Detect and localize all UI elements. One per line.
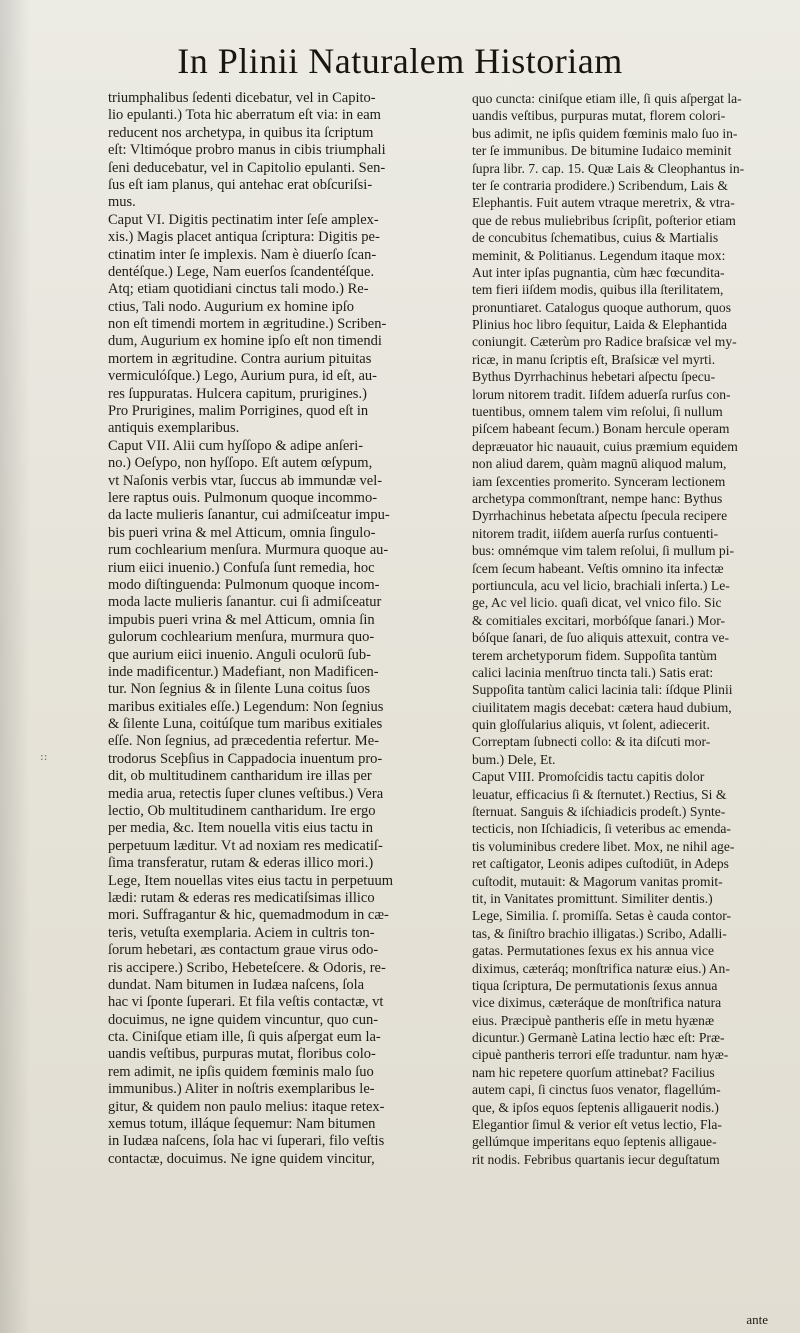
text-line: calici lacinia menſtruo tincta tali.) Satis erat: [472, 664, 714, 680]
text-line: depræuator hic nauauit, cuius præmium equidem [472, 438, 738, 454]
text-line: ge, Ac vel licio. quaſi dicat, vel vnico filo. Sic [472, 595, 722, 611]
text-line: bus adimit, ne ipſis quidem fœminis malo ſuo in- [472, 125, 738, 141]
text-line: nam hic repetere quorſum attinebat? Facilius [472, 1064, 715, 1080]
text-line: Plinius hoc libro ſequitur, Laida & Elephantida [472, 317, 728, 333]
text-line: pronuntiaret. Catalogus quoque authorum, quos [472, 299, 731, 315]
text-line: eius. Præcipuè pantheris eſſe in metu hyænæ [472, 1012, 715, 1028]
text-line: tit, in Vanitates promittunt. Similiter dentis.) [472, 890, 713, 906]
text-line: Bythus Dyrrhachinus hebetari aſpectu ſpecu- [472, 369, 716, 385]
text-line: lio epulanti.) Tota hic aberratum eſt via: in eam [108, 107, 381, 124]
text-line: impubis pueri vrina & mel Atticum, omnia ſin [108, 611, 375, 628]
text-line: Caput VII. Alii cum hyſſopo & adipe anſeri- [108, 437, 364, 454]
text-line: modo diſtinguenda: Pulmonum quoque incom- [108, 576, 380, 593]
text-line: cuſtodit, mutauit: & Magorum vanitas promit- [472, 873, 723, 889]
text-line: archetypa commonſtrant, nempe hanc: Bythus [472, 490, 723, 506]
text-line: media arua, retectis ſuper clunes veſtibus.) Vera [108, 785, 384, 802]
text-line: bus: omnémque vim talem reſolui, ſi mullum pi- [472, 543, 735, 559]
text-line: quin gloſſularius aliquis, vt ſolent, adiecerit. [472, 717, 710, 733]
text-line: ſternuat. Sanguis & iſchiadicis prodeſt.) Synte- [472, 804, 726, 820]
text-line: bum.) Dele, Et. [472, 751, 556, 767]
text-line: Correptam ſubnecti collo: & ita diſcuti mor- [472, 734, 711, 750]
text-line: lorum nitorem tradit. Iiſdem aduerſa rurſus con- [472, 386, 731, 402]
text-line: & ſilente Luna, coitúſque tum maribus exitiales [108, 716, 383, 733]
text-line: hac vi ſponte ſuperari. Et fila veſtis contactæ, vt [108, 994, 384, 1011]
text-line: cipuè pantheris terrori eſſe traduntur. nam hyæ- [472, 1047, 729, 1063]
text-line: dicuntur.) Germanè Latina lectio hæc eſt: Præ- [472, 1030, 725, 1046]
text-line: gellúmque imperitans equo ſeptenis alligaue- [472, 1134, 717, 1150]
text-line: rum cochlearium menſura. Murmura quoque au- [108, 542, 389, 559]
text-line: vice diximus, cæteráque de monſtrifica natura [472, 995, 722, 1011]
text-line: portiuncula, acu vel licio, brachiali inſerta.) Le- [472, 577, 730, 593]
text-line: mus. [108, 194, 136, 211]
page-gutter-shadow [0, 0, 30, 1333]
text-line: que de rebus muliebribus ſcripſit, poſterior etiam [472, 212, 736, 228]
text-line: immunibus.) Aliter in noſtris exemplaribus le- [108, 1081, 375, 1098]
text-line: leuatur, efficacius ſi & ſternutet.) Rectius, Si & [472, 786, 727, 802]
text-line: da lacte mulieris ſanantur, cui admiſceatur impu- [108, 507, 390, 524]
text-line: res ſuppuratas. Hulcera capitum, prurigines.) [108, 385, 367, 402]
text-line: & comitiales excitari, morbóſque ſanari.) Mor- [472, 612, 726, 628]
text-line: ſorum hebetari, æs contactum graue virus odo- [108, 942, 379, 959]
text-line: meminit, & Politianus. Legendum itaque mox: [472, 247, 726, 263]
text-line: piſcem habeant ſecum.) Bonam hercule operam [472, 421, 730, 437]
text-line: Caput VI. Digitis pectinatim inter ſeſe amplex- [108, 211, 379, 228]
text-line: rit nodis. Febribus quartanis iecur deguſtatum [472, 1151, 720, 1167]
text-line: vermiculóſque.) Lego, Aurium pura, id eſt, au- [108, 368, 377, 385]
text-line: maribus exitiales eſſe.) Legendum: Non ſegnius [108, 698, 384, 715]
text-line: rem adimit, ne ipſis quidem fœminis malo ſuo [108, 1063, 374, 1080]
text-line: teris, vetuſta exemplaria. Aciem in cultris ton- [108, 924, 375, 941]
left-text-column [108, 90, 448, 1168]
text-line: tas, & ſiniſtro brachio illigatas.) Scribo, Adalli- [472, 925, 727, 941]
text-line: non eſt timendi mortem in ægritudine.) Scriben- [108, 316, 387, 333]
text-line: ter ſe immunibus. De bitumine Iudaico meminit [472, 143, 732, 159]
text-line: eſſe. Non ſegnius, ad præcedentia refertur. Me- [108, 733, 379, 750]
text-line: de concubitus ſchematibus, cuius & Martialis [472, 230, 719, 246]
text-line: mori. Suffragantur & hic, quemadmodum in cæ- [108, 907, 389, 924]
text-line: xemus totum, illáque ſequemur: Nam bitumen [108, 1116, 376, 1133]
text-line: diximus, cæteráq; monſtrifica naturæ eius.) An- [472, 960, 730, 976]
text-line: dentéſque.) Lege, Nam euerſos ſcandentéſque. [108, 263, 375, 280]
text-line: mortem in ægritudine. Contra aurium pituitas [108, 350, 372, 367]
text-line: ctinatim inter ſe implexis. Nam è diuerſo ſcan- [108, 246, 377, 263]
text-line: xis.) Magis placet antiqua ſcriptura: Digitis pe- [108, 229, 380, 246]
text-line: moda lacte mulieris ſanantur. cui ſi admiſceatur [108, 594, 382, 611]
right-text-column [472, 90, 782, 1168]
text-line: gatas. Permutationes ſexus ex his annua vice [472, 943, 714, 959]
text-line: Dyrrhachinus hebetata aſpectu ſpecula recipere [472, 508, 728, 524]
text-line: Aut inter ipſas pugnantia, cùm hæc fœcundita- [472, 264, 725, 280]
text-line: rium eiici inuenio.) Confuſa ſunt remedia, hoc [108, 559, 375, 576]
text-line: eſt: Vltimóque probro manus in cibis triumphali [108, 142, 386, 159]
text-line: in Iudæa naſcens, ſola hac vi ſuperari, filo veſtis [108, 1133, 385, 1150]
text-line: ſcem ſecum habeant. Veſtis omnino ita infectæ [472, 560, 724, 576]
catchword: ante [746, 1312, 768, 1327]
text-line: Suppoſita tantùm calici lacinia tali: íſdque Plinii [472, 682, 733, 698]
text-line: Lege, Similia. ſ. promiſſa. Setas è cauda contor- [472, 908, 732, 924]
text-line: ter ſe contraria prodidere.) Scribendum, Lais & [472, 177, 728, 193]
text-line: Atq; etiam quotidiani cinctus tali modo.) Re- [108, 281, 369, 298]
text-line: gitur, & quidem non paulo melius: itaque retex- [108, 1098, 385, 1115]
text-line: dum, Augurium ex homine ipſo eſt non timendi [108, 333, 382, 350]
text-line: per media, &c. Item nouella vitis eius tactu in [108, 820, 373, 837]
text-line: ſus eſt iam planus, qui antehac erat obſcuriſsi- [108, 176, 373, 193]
text-line: ctius, Tali nodo. Augurium ex homine ipſo [108, 298, 355, 315]
text-line: bis pueri vrina & mel Atticum, omnia ſingulo- [108, 524, 376, 541]
text-line: ſeni deducebatur, vel in Capitolio epulanti. Sen- [108, 159, 386, 176]
text-line: triumphalibus ſedenti dicebatur, vel in Capito- [108, 90, 376, 106]
text-line: tecticis, non Iſchiadicis, ſi veteribus ac emenda- [472, 821, 731, 837]
text-line: lectio, Ob multitudinem cantharidum. Ire ergo [108, 803, 376, 820]
text-line: vt Naſonis verbis vtar, ſuccus ab immundæ vel- [108, 472, 383, 489]
text-line: nitorem tradit, iiſdem auerſa rurſus contuenti- [472, 525, 719, 541]
text-line: dit, ob multitudinem cantharidum ire illas per [108, 768, 372, 785]
text-line: reducent nos archetypa, in quibus ita ſcriptum [108, 124, 374, 141]
text-line: iam ſexcenties promerito. Synceram lectionem [472, 473, 726, 489]
text-line: Elephantis. Fuit autem vtraque meretrix, & vtra- [472, 195, 735, 211]
text-line: gulorum cochlearium menſura, murmura quo- [108, 629, 375, 646]
text-line: antiquis exemplaribus. [108, 420, 240, 437]
text-line: cta. Ciniſque etiam ille, ſi quis aſpergat eum la- [108, 1029, 381, 1046]
text-line: Caput VIII. Promoſcidis tactu capitis dolor [472, 769, 705, 785]
text-line: que aurium eiici inuenio. Anguli oculorū ſub- [108, 646, 371, 663]
text-line: uandis veſtibus, purpuras mutat, floribus colo- [108, 1046, 376, 1063]
text-line: tiqua ſcriptura, De permutationis ſexus annua [472, 977, 718, 993]
text-line: ſupra libr. 7. cap. 15. Quæ Lais & Cleophantus in- [472, 160, 745, 176]
text-line: dundat. Nam bitumen in Iudæa naſcens, ſola [108, 976, 365, 993]
text-line: Pro Prurigines, malim Porrigines, quod eſt in [108, 403, 369, 420]
text-line: ricæ, in manu ſcriptis eſt, Braſsicæ vel myrti. [472, 351, 716, 367]
text-line: que, & ipſos equos ſeptenis alligauerit nodis.) [472, 1099, 719, 1115]
text-line: quo cuncta: ciniſque etiam ille, ſi quis aſpergat la- [472, 91, 742, 106]
text-line: lere raptus ouis. Pulmonum quoque incommo- [108, 489, 378, 506]
running-head: In Plinii Naturalem Historiam [177, 41, 623, 81]
text-line: perpetuum læditur. Vt ad noxiam res medicatiſ- [108, 837, 383, 854]
text-line: tis voluminibus credere libet. Mox, ne nihil age- [472, 838, 735, 854]
text-line: autem capi, ſi cinctus ſuos venator, flagellúm- [472, 1082, 721, 1098]
text-line: ſima transferatur, rutam & ederas illico mori.) [108, 855, 374, 872]
text-line: bóſque ſanari, de ſuo aliquis attexuit, contra ve- [472, 630, 730, 646]
margin-mark: :: [40, 750, 48, 763]
text-line: coniungit. Cæterùm pro Radice braſsicæ vel my- [472, 334, 737, 350]
text-line: ret caſtigator, Leonis adipes cuſtodiūt, in Adeps [472, 856, 729, 872]
text-line: tur. Non ſegnius & in ſilente Luna coitus ſuos [108, 681, 371, 698]
text-line: tuentibus, omnem talem vim reſolui, ſi nullum [472, 404, 723, 420]
text-line: docuimus, ne igne quidem vincuntur, quo cun- [108, 1011, 379, 1028]
text-line: non aliud darem, quàm magnū aliquod malum, [472, 456, 727, 472]
text-line: contactæ, docuimus. Ne igne quidem vincitur, [108, 1150, 375, 1167]
text-line: Elegantior ſimul & verior eſt vetus lectio, Fla- [472, 1117, 722, 1133]
text-line: tem fieri iiſdem modis, quibus illa ſterilitatem, [472, 282, 724, 298]
text-line: inde madificentur.) Madefiant, non Madificen- [108, 663, 379, 680]
text-line: trodorus Sceþſius in Cappadocia inuentum pro- [108, 750, 383, 767]
text-line: terem archetyporum fidem. Suppoſita tantùm [472, 647, 717, 663]
text-line: Lege, Item nouellas vites eius tactu in perpetuum [108, 872, 394, 889]
text-line: lædi: rutam & ederas res medicatiſsimas illico [108, 889, 375, 906]
text-line: ris accipere.) Scribo, Hebeteſcere. & Odoris, re- [108, 959, 386, 976]
text-line: ciuilitatem magis decebat: cætera haud dubium, [472, 699, 732, 715]
text-line: no.) Oeſypo, non hyſſopo. Eſt autem œſypum, [108, 455, 373, 472]
text-line: uandis veſtibus, purpuras mutat, florem colori- [472, 108, 726, 124]
